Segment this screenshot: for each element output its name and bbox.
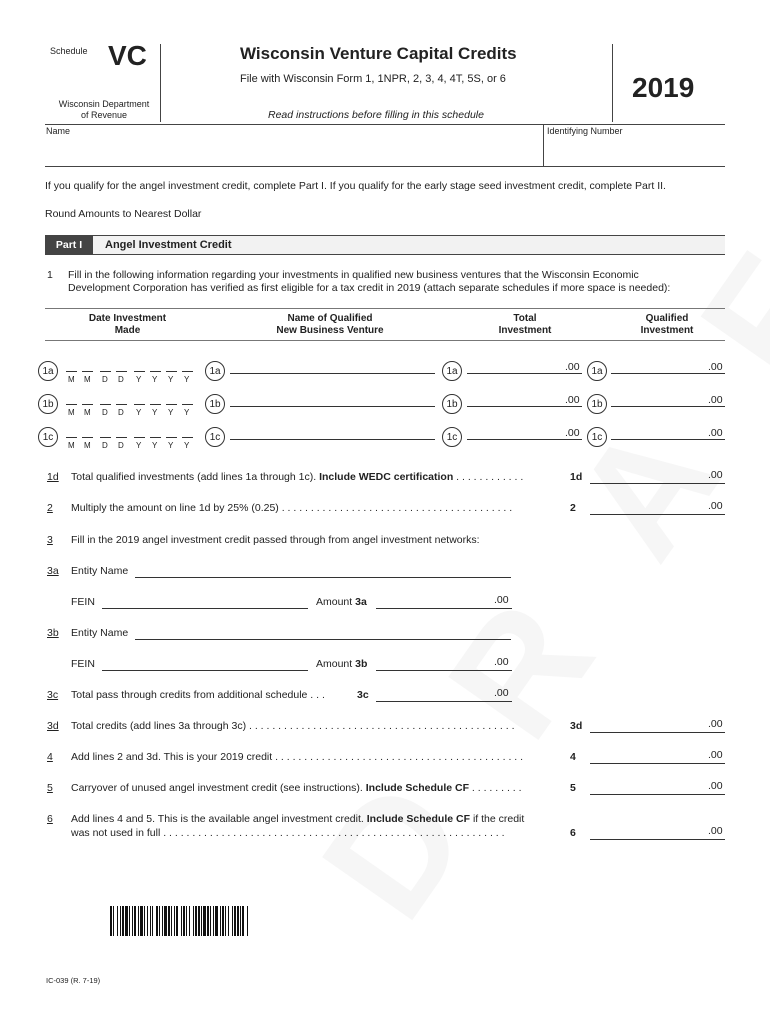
line6-label: 6 [570, 827, 576, 839]
line1d-text [71, 471, 523, 483]
form-title: Wisconsin Venture Capital Credits [240, 44, 517, 63]
row-1c-total-circle: 1c [442, 427, 462, 447]
line4-cents: .00 [708, 749, 723, 761]
department-line2: of Revenue [80, 110, 128, 120]
row-1a-y3: Y [168, 375, 174, 384]
line1-number: 1 [47, 269, 53, 281]
row-1a-m1: M [68, 375, 75, 384]
department-line1: Wisconsin Department [58, 99, 150, 109]
line1-text [68, 269, 728, 295]
line3c-number: 3c [47, 689, 59, 701]
line5-text-main: Carryover of unused angel investment credit (see instructions). [71, 782, 363, 794]
col-name-header-a: Name of Qualified [287, 313, 373, 324]
line3c-label: 3c [357, 689, 369, 701]
line5-cents: .00 [708, 780, 723, 792]
line6-text-tail: if the credit [472, 813, 525, 825]
row-1a-qualified-cents: .00 [708, 361, 723, 373]
line6-text-main: Add lines 4 and 5. This is the available angel investment credit. [71, 813, 364, 825]
line3a-amount-code: 3a [355, 596, 367, 608]
row-1b-m2: M [84, 408, 91, 417]
line1d-amount-field[interactable] [590, 483, 725, 484]
row-1b-date-slot[interactable] [182, 404, 193, 405]
row-1c-date-slot[interactable] [82, 437, 93, 438]
row-1c-qualified-cents: .00 [708, 427, 723, 439]
row-1b-name-circle: 1b [205, 394, 225, 414]
line3d-text: Total credits (add lines 3a through 3c) . . . . . . . . . . . . . . . . . . . . . . . . . . . . . . . . . . . . . . . . . . . . . . [71, 720, 515, 732]
header-divider-left [160, 44, 161, 122]
row-1a-date-slot[interactable] [66, 371, 77, 372]
col-date-header [70, 313, 185, 337]
line3a-cents: .00 [494, 594, 509, 606]
row-1b-date-slot[interactable] [66, 404, 77, 405]
line3d-number: 3d [47, 720, 59, 732]
line6-amount-field[interactable] [590, 839, 725, 840]
line6-text-bold: Include Schedule CF [366, 813, 471, 825]
row-1c-qualified-field[interactable] [611, 439, 725, 440]
name-rule [45, 166, 725, 167]
line3-number: 3 [47, 534, 53, 546]
line3a-entity-label: Entity Name [71, 565, 129, 577]
row-1a-date-slot[interactable] [134, 371, 145, 372]
row-1b-name-field[interactable] [230, 406, 435, 407]
line6-number: 6 [47, 813, 53, 825]
col-qualified-header-a: Qualified [645, 313, 689, 324]
line6-text-top [71, 813, 524, 825]
row-1a-qualified-circle: 1a [587, 361, 607, 381]
row-1b-total-cents: .00 [565, 394, 580, 406]
col-qualified-header [622, 313, 712, 337]
row-1c-d1: D [102, 441, 108, 450]
line1d-label: 1d [570, 471, 583, 483]
col-name-header-b: New Business Venture [276, 325, 384, 336]
line3b-number: 3b [47, 627, 59, 639]
row-1a-date-slot[interactable] [166, 371, 177, 372]
line5-text [71, 782, 522, 794]
row-1b-date-slot[interactable] [150, 404, 161, 405]
line3b-entity-label: Entity Name [71, 627, 129, 639]
row-1c-name-circle: 1c [205, 427, 225, 447]
row-1c-m2: M [84, 441, 91, 450]
row-1b-m1: M [68, 408, 75, 417]
line5-text-bold: Include Schedule CF [365, 782, 470, 794]
line3d-amount-field[interactable] [590, 732, 725, 733]
line4-number: 4 [47, 751, 53, 763]
line3a-fein-label: FEIN [71, 596, 95, 608]
line1-text-a: Fill in the following information regarding your investments in qualified new business ventures that the Wisconsin Economic [68, 269, 639, 281]
line3a-fein-field[interactable] [102, 608, 308, 609]
row-1b-date-slot[interactable] [166, 404, 177, 405]
row-1c-date-slot[interactable] [116, 437, 127, 438]
form-barcode [110, 906, 346, 936]
department-block [52, 99, 156, 121]
line3b-fein-field[interactable] [102, 670, 308, 671]
tax-year: 2019 [632, 72, 695, 103]
schedule-code: VC [108, 40, 147, 71]
line6-text-bottom: was not used in full . . . . . . . . . . . . . . . . . . . . . . . . . . . . . . . . . . . . . . . . . . . . . . . . . . . . . . . . . . . [71, 827, 505, 839]
row-1c-date-slot[interactable] [134, 437, 145, 438]
file-with-text: File with Wisconsin Form 1, 1NPR, 2, 3, 4, 4T, 5S, or 6 [240, 73, 506, 85]
row-1c-y4: Y [184, 441, 190, 450]
line3a-amount-label [316, 596, 367, 608]
line3a-amount-field[interactable] [376, 608, 512, 609]
row-1a-m2: M [84, 375, 91, 384]
row-1a-total-cents: .00 [565, 361, 580, 373]
table-top-rule [45, 308, 725, 309]
col-date-header-b: Made [114, 325, 141, 336]
col-total-header-b: Investment [498, 325, 552, 336]
row-1a-total-field[interactable] [467, 373, 582, 374]
barcode-bar [248, 906, 249, 936]
line3-text: Fill in the 2019 angel investment credit passed through from angel investment networks: [71, 534, 480, 546]
id-number-field[interactable] [548, 138, 723, 164]
line3c-text: Total pass through credits from additional schedule . . . [71, 689, 325, 701]
line3c-amount-field[interactable] [376, 701, 512, 702]
line3a-entity-field[interactable] [135, 577, 511, 578]
line5-number: 5 [47, 782, 53, 794]
col-qualified-header-b: Investment [640, 325, 694, 336]
row-1b-date-slot[interactable] [82, 404, 93, 405]
row-1a-date-slot[interactable] [182, 371, 193, 372]
row-1b-qualified-field[interactable] [611, 406, 725, 407]
row-1a-y2: Y [152, 375, 158, 384]
line1d-dots: . . . . . . . . . . . . [453, 471, 524, 483]
line3b-amount-field[interactable] [376, 670, 512, 671]
row-1b-date-slot[interactable] [100, 404, 111, 405]
line5-label: 5 [570, 782, 576, 794]
row-1b-total-circle: 1b [442, 394, 462, 414]
col-total-header [480, 313, 570, 337]
part1-title: Angel Investment Credit [105, 239, 232, 251]
line3a-number: 3a [47, 565, 59, 577]
row-1b-y1: Y [136, 408, 142, 417]
row-1b-date-slot[interactable] [134, 404, 145, 405]
header-divider-right [612, 44, 613, 122]
schedule-word: Schedule [50, 46, 88, 56]
row-1c-date-slot[interactable] [150, 437, 161, 438]
row-1a-date-slot[interactable] [82, 371, 93, 372]
qualify-text: If you qualify for the angel investment credit, complete Part I. If you qualify for the early stage seed investment credit, complete Part II. [45, 180, 666, 192]
line3b-amount-word: Amount [316, 658, 353, 670]
line3b-amount-code: 3b [355, 658, 368, 670]
row-1a-y4: Y [184, 375, 190, 384]
row-1c-total-field[interactable] [467, 439, 582, 440]
line5-amount-field[interactable] [590, 794, 725, 795]
row-1a-y1: Y [136, 375, 142, 384]
header-rule [45, 124, 725, 125]
row-1c-date-slot[interactable] [182, 437, 193, 438]
row-1a-d2: D [118, 375, 124, 384]
line4-label: 4 [570, 751, 576, 763]
line3d-label: 3d [570, 720, 583, 732]
row-1a-name-field[interactable] [230, 373, 435, 374]
row-1c-y1: Y [136, 441, 142, 450]
id-number-label: Identifying Number [547, 126, 623, 136]
form-code: IC-039 (R. 7-19) [46, 976, 101, 985]
line3b-fein-label: FEIN [71, 658, 95, 670]
line6-cents: .00 [708, 825, 723, 837]
round-text: Round Amounts to Nearest Dollar [45, 208, 202, 220]
row-1c-name-field[interactable] [230, 439, 435, 440]
name-label: Name [46, 126, 71, 136]
row-1b-y2: Y [152, 408, 158, 417]
table-header-rule [45, 340, 725, 341]
row-1c-y3: Y [168, 441, 174, 450]
line3b-entity-field[interactable] [135, 639, 511, 640]
line1d-text-main: Total qualified investments (add lines 1a through 1c). [71, 471, 317, 483]
line1-text-b: Development Corporation has verified as first eligible for a tax credit in 2019 (attach separate schedules if more space is needed): [68, 282, 671, 294]
part1-label: Part I [45, 236, 93, 254]
row-1c-m1: M [68, 441, 75, 450]
row-1b-qualified-cents: .00 [708, 394, 723, 406]
row-1b-date-slot[interactable] [116, 404, 127, 405]
part1-header-bar [45, 235, 725, 255]
row-1b-total-field[interactable] [467, 406, 582, 407]
line3d-cents: .00 [708, 718, 723, 730]
col-total-header-a: Total [513, 313, 537, 324]
line2-text: Multiply the amount on line 1d by 25% (0.25) . . . . . . . . . . . . . . . . . . . . . . . . . . . . . . . . . . . . . . . . [71, 502, 513, 514]
row-1b-qualified-circle: 1b [587, 394, 607, 414]
line4-amount-field[interactable] [590, 763, 725, 764]
row-1c-date-slot[interactable] [166, 437, 177, 438]
read-instructions-text: Read instructions before filling in this schedule [268, 109, 484, 121]
line3c-cents: .00 [494, 687, 509, 699]
row-1c-total-cents: .00 [565, 427, 580, 439]
col-name-header [260, 313, 400, 337]
row-1c-date-circle: 1c [38, 427, 58, 447]
row-1c-qualified-circle: 1c [587, 427, 607, 447]
name-field[interactable] [58, 138, 538, 164]
line3b-cents: .00 [494, 656, 509, 668]
row-1a-date-slot[interactable] [116, 371, 127, 372]
row-1c-d2: D [118, 441, 124, 450]
row-1c-date-slot[interactable] [100, 437, 111, 438]
row-1a-date-circle: 1a [38, 361, 58, 381]
row-1b-d2: D [118, 408, 124, 417]
row-1a-d1: D [102, 375, 108, 384]
line3a-amount-word: Amount [316, 596, 353, 608]
id-divider [543, 124, 544, 166]
row-1b-date-circle: 1b [38, 394, 58, 414]
line2-number: 2 [47, 502, 53, 514]
row-1c-y2: Y [152, 441, 158, 450]
row-1c-date-slot[interactable] [66, 437, 77, 438]
row-1b-y3: Y [168, 408, 174, 417]
line4-text: Add lines 2 and 3d. This is your 2019 credit . . . . . . . . . . . . . . . . . . . . . . . . . . . . . . . . . . . . . . . . . . . [71, 751, 524, 763]
row-1a-name-circle: 1a [205, 361, 225, 381]
line3b-amount-label [316, 658, 367, 670]
line2-cents: .00 [708, 500, 723, 512]
line1d-number: 1d [47, 471, 59, 483]
line5-dots: . . . . . . . . . [469, 782, 522, 794]
row-1b-d1: D [102, 408, 108, 417]
line2-amount-field[interactable] [590, 514, 725, 515]
row-1a-date-slot[interactable] [150, 371, 161, 372]
row-1a-total-circle: 1a [442, 361, 462, 381]
row-1b-y4: Y [184, 408, 190, 417]
line1d-cents: .00 [708, 469, 723, 481]
col-date-header-a: Date Investment [88, 313, 167, 324]
row-1a-qualified-field[interactable] [611, 373, 725, 374]
line2-label: 2 [570, 502, 576, 514]
row-1a-date-slot[interactable] [100, 371, 111, 372]
line1d-text-bold: Include WEDC certification [319, 471, 454, 483]
